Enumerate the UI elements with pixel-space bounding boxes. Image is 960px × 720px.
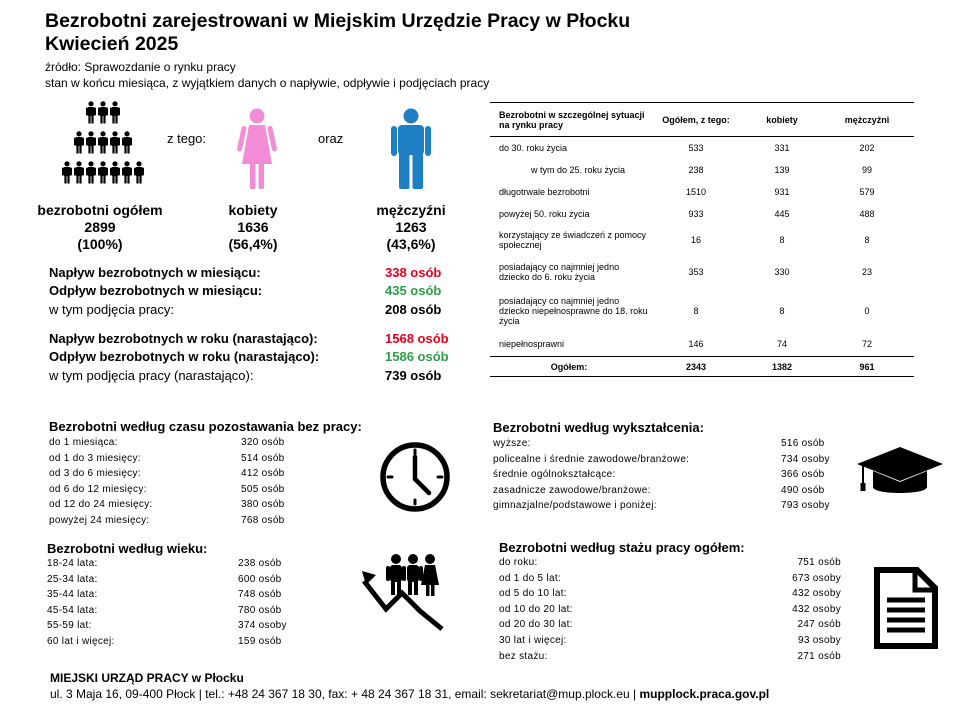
list-item-label: powyżej 24 miesięcy: xyxy=(49,514,150,526)
list-item xyxy=(49,499,309,515)
total-men-pct: (43,6%) xyxy=(386,236,436,252)
list-item-value: 432 osoby xyxy=(792,588,841,600)
footer-contact xyxy=(50,687,769,701)
flow-value: 435 osób xyxy=(385,283,442,298)
list-item xyxy=(499,573,859,589)
table-cell: 72 xyxy=(861,339,872,350)
list-item-label: 35-44 lata: xyxy=(47,589,98,601)
list-item-value: 490 osób xyxy=(781,484,825,496)
list-item-value: 505 osób xyxy=(241,483,285,495)
title-line-1: Bezrobotni zarejestrowani w Miejskim Urzędzie Pracy w Płocku xyxy=(45,10,631,32)
table-cell: 99 xyxy=(861,164,872,175)
table-cell: 1510 xyxy=(685,186,707,197)
table-cell: 139 xyxy=(774,164,790,175)
table-row xyxy=(490,289,914,333)
table-header: Ogółem, z tego: xyxy=(662,114,730,125)
table-cell-label: niepełnosprawni xyxy=(499,339,565,350)
list-item-label: od 12 do 24 miesięcy: xyxy=(49,499,153,511)
total-all-block xyxy=(30,202,170,253)
list-item xyxy=(493,485,853,501)
list-item-value: 412 osób xyxy=(241,468,285,480)
table-cell: 16 xyxy=(690,235,701,245)
list-item xyxy=(493,500,853,516)
list-item-label: od 20 do 30 lat: xyxy=(499,619,573,631)
list-item-label: średnie ogólnokształcące: xyxy=(493,469,616,481)
list-item-value: 432 osoby xyxy=(792,603,841,615)
list-item-value: 751 osób xyxy=(797,557,841,568)
flow-label: w tym podjęcia pracy: xyxy=(49,302,174,317)
list-item xyxy=(499,651,859,667)
list-item-value: 673 osoby xyxy=(792,572,841,584)
table-cell: 931 xyxy=(774,186,790,197)
crowd-icon xyxy=(62,100,144,192)
table-cell: 8 xyxy=(693,305,699,316)
data-note: stan w końcu miesiąca, z wyjątkiem danych o napływie, odpływie i podjęciach pracy xyxy=(45,76,490,90)
table-cell: 146 xyxy=(688,339,704,350)
total-men-label: mężczyźni xyxy=(376,202,446,218)
seniority-list xyxy=(499,557,859,666)
total-women-label: kobiety xyxy=(228,202,278,218)
list-item xyxy=(49,453,309,469)
table-total-label: Ogółem: xyxy=(550,361,588,372)
table-cell-label: posiadający co najmniej jedno dziecko do 6. roku życia xyxy=(499,262,620,282)
section-title-education: Bezrobotni według wykształcenia: xyxy=(493,420,704,435)
flow-label: Odpływ bezrobotnych w miesiącu: xyxy=(49,283,263,298)
flow-value: 739 osób xyxy=(385,368,442,383)
man-icon xyxy=(389,108,433,190)
table-cell: 488 xyxy=(859,208,875,219)
flow-label: Odpływ bezrobotnych w roku (narastająco): xyxy=(49,349,320,364)
list-item xyxy=(493,454,853,470)
connector-oraz: oraz xyxy=(318,131,344,146)
list-item-label: od 5 do 10 lat: xyxy=(499,588,567,600)
list-item-value: 780 osób xyxy=(238,604,282,616)
list-item-label: 18-24 lata: xyxy=(47,558,98,569)
list-item xyxy=(49,515,309,531)
table-total-row xyxy=(490,357,914,377)
flow-value: 208 osób xyxy=(385,302,442,317)
table-cell: 330 xyxy=(774,267,790,277)
list-item-value: 320 osób xyxy=(241,437,285,448)
list-item-label: bez stażu: xyxy=(499,650,548,662)
footer-address: ul. 3 Maja 16, 09-400 Płock | tel.: +48 24 367 18 30, fax: + 48 24 367 18 31, email: sekretariat@mup.plock.eu | xyxy=(50,687,640,701)
list-item xyxy=(47,636,307,652)
list-item-value: 366 osób xyxy=(781,469,825,481)
people-trend-icon xyxy=(362,553,452,631)
list-item-value: 734 osoby xyxy=(781,453,830,465)
table-cell: 8 xyxy=(864,235,870,245)
total-women-block xyxy=(190,202,316,253)
graduation-cap-icon xyxy=(855,445,945,501)
list-item-label: zasadnicze zawodowe/branżowe: xyxy=(493,484,651,496)
list-item xyxy=(47,589,307,605)
document-icon xyxy=(873,566,939,650)
total-men-block xyxy=(348,202,474,253)
list-item-value: 748 osób xyxy=(238,589,282,601)
table-cell: 202 xyxy=(859,142,875,153)
table-cell: 933 xyxy=(688,208,704,219)
list-item-value: 271 osób xyxy=(797,650,841,662)
list-item xyxy=(49,484,309,500)
flow-value: 1568 osób xyxy=(385,331,449,346)
page-title xyxy=(45,10,630,56)
table-total-cell: 961 xyxy=(859,361,875,372)
list-item xyxy=(47,620,307,636)
flow-label: Napływ bezrobotnych w roku (narastająco): xyxy=(49,331,318,346)
section-title-age: Bezrobotni według wieku: xyxy=(47,541,208,556)
list-item xyxy=(493,438,853,454)
table-row xyxy=(490,203,914,225)
list-item-value: 793 osoby xyxy=(781,500,830,512)
table-row xyxy=(490,159,914,181)
table-cell: 23 xyxy=(861,267,872,277)
list-item-value: 159 osób xyxy=(238,635,282,647)
list-item-label: do roku: xyxy=(499,557,538,568)
list-item-label: do 1 miesiąca: xyxy=(49,437,118,448)
source-note: źródło: Sprawozdanie o rynku pracy xyxy=(45,60,236,74)
list-item xyxy=(493,469,853,485)
list-item xyxy=(499,557,859,573)
table-row xyxy=(490,256,914,289)
footer-website-link[interactable]: mupplock.praca.gov.pl xyxy=(639,687,770,701)
table-total-cell: 2343 xyxy=(685,361,707,372)
list-item xyxy=(47,558,307,574)
list-item-label: od 6 do 12 miesięcy: xyxy=(49,483,147,495)
list-item-label: od 3 do 6 miesięcy: xyxy=(49,468,141,480)
list-item xyxy=(499,604,859,620)
table-cell-label: w tym do 25. roku życia xyxy=(531,164,626,175)
footer-org: MIEJSKI URZĄD PRACY w Płocku xyxy=(50,671,244,685)
list-item-value: 238 osób xyxy=(238,558,282,569)
table-header: kobiety xyxy=(766,114,798,125)
list-item-label: 45-54 lata: xyxy=(47,604,98,616)
list-item-value: 768 osób xyxy=(241,514,285,526)
total-women-pct: (56,4%) xyxy=(228,236,278,252)
list-item-label: od 1 do 5 lat: xyxy=(499,572,562,584)
table-cell: 353 xyxy=(688,267,704,277)
list-item-label: od 10 do 20 lat: xyxy=(499,603,573,615)
connector-z-tego: z tego: xyxy=(167,131,207,146)
table-row xyxy=(490,137,914,159)
flow-label: w tym podjęcia pracy (narastająco): xyxy=(49,368,254,383)
total-all-value: 2899 xyxy=(84,219,116,235)
total-men-value: 1263 xyxy=(395,219,427,235)
list-item xyxy=(499,588,859,604)
table-row xyxy=(490,181,914,203)
situation-table xyxy=(490,102,914,377)
table-cell: 331 xyxy=(774,142,790,153)
table-cell-label: posiadający co najmniej jedno dziecko niepełnosprawne do 18. roku życia xyxy=(499,295,648,326)
list-item-label: 25-34 lata: xyxy=(47,573,98,585)
list-item-label: od 1 do 3 miesięcy: xyxy=(49,452,141,464)
total-all-label: bezrobotni ogółem xyxy=(37,202,163,218)
flow-value: 1586 osób xyxy=(385,349,449,364)
list-item-value: 247 osób xyxy=(797,619,841,631)
list-item-label: 30 lat i więcej: xyxy=(499,634,567,646)
table-cell-label: powyżej 50. roku życia xyxy=(499,208,590,219)
table-cell: 579 xyxy=(859,186,875,197)
table-header-row xyxy=(490,103,914,137)
list-item-label: wyższe: xyxy=(493,438,531,449)
table-cell: 8 xyxy=(779,305,785,316)
list-item-label: gimnazjalne/podstawowe i poniżej: xyxy=(493,500,657,512)
list-item-label: 60 lat i więcej: xyxy=(47,635,115,647)
table-cell-label: do 30. roku życia xyxy=(499,142,568,153)
woman-icon xyxy=(235,108,279,190)
section-title-unemployment-time: Bezrobotni według czasu pozostawania bez pracy: xyxy=(49,419,362,434)
list-item xyxy=(499,619,859,635)
list-item-value: 514 osób xyxy=(241,452,285,464)
education-list xyxy=(493,438,853,516)
table-row xyxy=(490,225,914,256)
table-cell-label: korzystający ze świadczeń z pomocy społecznej xyxy=(499,230,647,250)
section-title-seniority: Bezrobotni według stażu pracy ogółem: xyxy=(499,540,745,555)
list-item-value: 600 osób xyxy=(238,573,282,585)
total-all-pct: (100%) xyxy=(77,236,123,252)
list-item-value: 374 osoby xyxy=(238,620,287,632)
table-row xyxy=(490,333,914,357)
flow-value: 338 osób xyxy=(385,265,442,280)
list-item xyxy=(49,468,309,484)
table-cell: 0 xyxy=(864,305,870,316)
list-item xyxy=(47,574,307,590)
table-total-cell: 1382 xyxy=(771,361,793,372)
table-cell: 533 xyxy=(688,142,704,153)
total-women-value: 1636 xyxy=(237,219,269,235)
unemployment-time-list xyxy=(49,437,309,531)
list-item xyxy=(49,437,309,453)
list-item xyxy=(47,605,307,621)
table-cell: 8 xyxy=(779,235,785,245)
list-item-label: 55-59 lat: xyxy=(47,620,92,632)
table-cell: 238 xyxy=(688,164,704,175)
title-line-2: Kwiecień 2025 xyxy=(45,33,179,55)
clock-icon xyxy=(378,440,452,514)
table-header: mężczyźni xyxy=(844,114,890,125)
list-item-value: 380 osób xyxy=(241,499,285,511)
flow-label: Napływ bezrobotnych w miesiącu: xyxy=(49,265,261,280)
list-item-value: 516 osób xyxy=(781,438,825,449)
table-header: Bezrobotni w szczególnej sytuacji na rynku pracy xyxy=(499,109,645,130)
table-cell: 74 xyxy=(776,339,787,350)
table-cell: 445 xyxy=(774,208,790,219)
list-item xyxy=(499,635,859,651)
age-list xyxy=(47,558,307,652)
list-item-label: policealne i średnie zawodowe/branżowe: xyxy=(493,453,690,465)
list-item-value: 93 osoby xyxy=(798,634,841,646)
table-cell-label: długotrwale bezrobotni xyxy=(499,186,590,197)
